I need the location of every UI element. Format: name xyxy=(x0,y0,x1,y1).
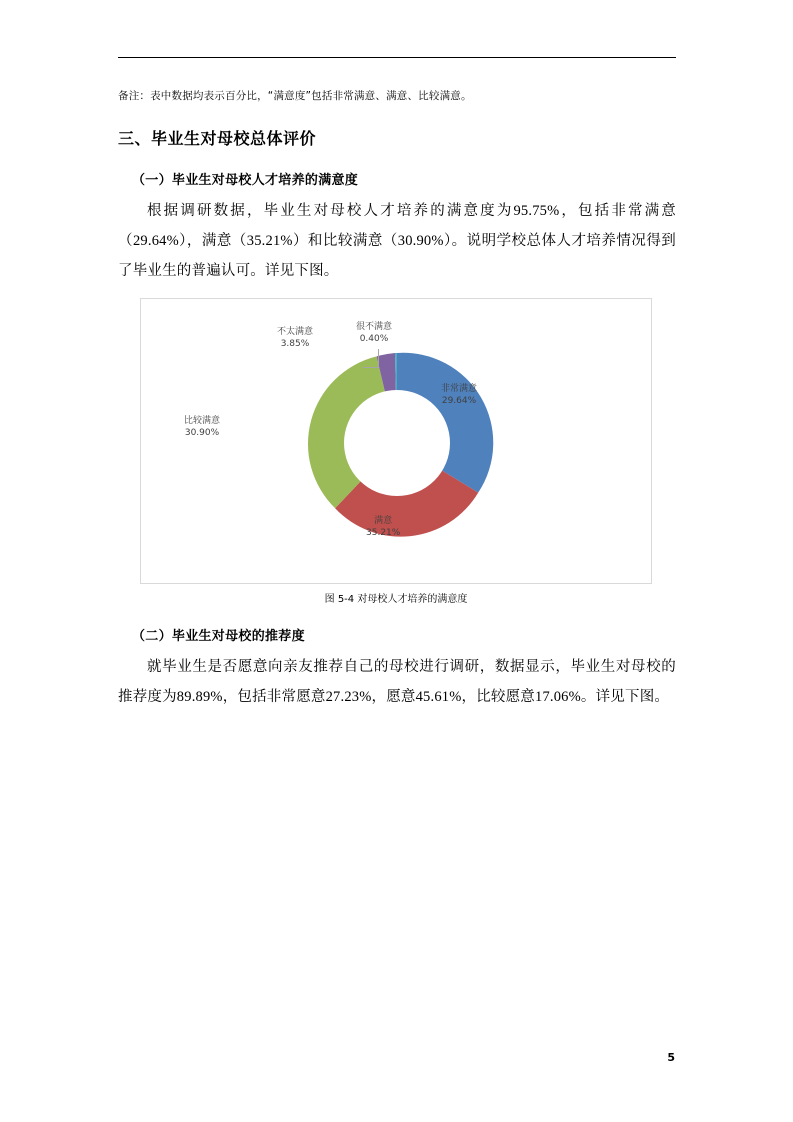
figure-chart-container xyxy=(140,298,652,584)
subsection-heading-2: （二）毕业生对母校的推荐度 xyxy=(132,629,305,644)
donut-chart xyxy=(141,299,651,583)
leader-line-very-dissatisfied-2 xyxy=(363,367,379,368)
donut-svg xyxy=(297,343,497,543)
label-very-satisfied: 非常满意 29.64% xyxy=(441,384,478,406)
subsection-heading-1: （一）毕业生对母校人才培养的满意度 xyxy=(132,173,359,188)
leader-line-very-dissatisfied xyxy=(378,349,379,367)
table-note: 备注：表中数据均表示百分比，“满意度”包括非常满意、满意、比较满意。 xyxy=(118,90,472,102)
label-fairly-satisfied: 比较满意 30.90% xyxy=(184,416,221,438)
label-satisfied: 满意 35.21% xyxy=(366,516,401,538)
paragraph-2: 就毕业生是否愿意向亲友推荐自己的母校进行调研，数据显示，毕业生对母校的推荐度为89.89%，包括非常愿意27.23%，愿意45.61%，比较愿意17.06%。详见下图。 xyxy=(118,659,676,705)
donut-rings xyxy=(297,343,497,543)
label-not-very-satisfied: 不太满意 3.85% xyxy=(277,327,314,349)
document-content xyxy=(118,86,676,712)
label-very-dissatisfied: 很不满意 0.40% xyxy=(356,322,393,344)
figure-caption: 图 5-4 对母校人才培养的满意度 xyxy=(324,594,468,605)
section-heading: 三、毕业生对母校总体评价 xyxy=(118,129,317,148)
page-number: 5 xyxy=(667,1051,675,1064)
header-rule xyxy=(118,57,676,58)
paragraph-1: 根据调研数据，毕业生对母校人才培养的满意度为95.75%，包括非常满意（29.64%），满意（35.21%）和比较满意（30.90%）。说明学校总体人才培养情况得到了毕业生的普遍认可。详见下图。 xyxy=(118,203,676,279)
donut-hole xyxy=(344,390,450,496)
